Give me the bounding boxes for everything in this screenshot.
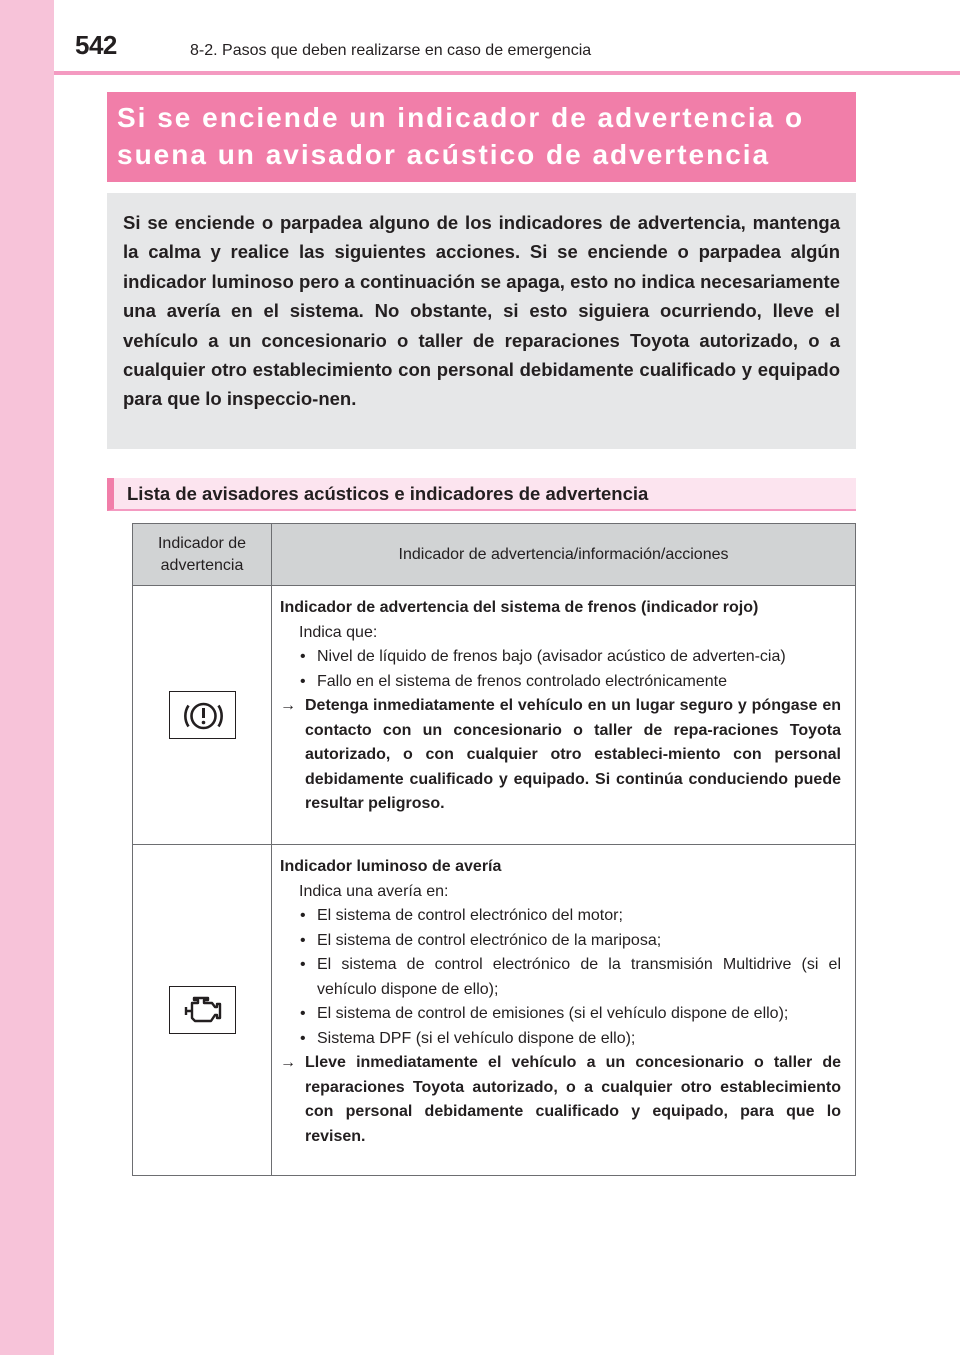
engine-malfunction-icon bbox=[169, 986, 236, 1034]
list-item: • El sistema de control electrónico de la transmisión Multidrive (si el vehículo dispone de ello); bbox=[280, 953, 841, 1002]
warning-lead: Indica que: bbox=[299, 623, 378, 641]
list-item: • El sistema de control electrónico del motor; bbox=[280, 904, 841, 929]
warning-table bbox=[132, 523, 856, 1176]
table-row bbox=[133, 586, 856, 845]
action-text: → Detenga inmediatamente el vehículo en un lugar seguro y póngase en contacto con un concesionario o taller de repa-raciones Toyota autorizado, o con cualquier otro estableci-miento con personal debidamente cualificado y equipado. Si continúa conduciendo puede resultar peligroso. bbox=[280, 694, 841, 817]
description-cell bbox=[272, 845, 856, 1176]
header-divider bbox=[54, 71, 960, 75]
subheading-text: Lista de avisadores acústicos e indicadores de advertencia bbox=[127, 483, 649, 504]
intro-text: Si se enciende o parpadea alguno de los indicadores de advertencia, mantenga la calma y realice las siguientes acciones. Si se enciende o parpadea algún indicador luminoso pero a continuación se apaga, esto no indica necesariamente una avería en el sistema. No obstante, si esto siguiera ocurriendo, lleve el vehículo a un concesionario o taller de reparaciones Toyota autorizado, o a cualquier otro establecimiento con personal debidamente cualificado y equipado para que lo inspeccio-nen. bbox=[123, 212, 840, 410]
list-item: • Sistema DPF (si el vehículo dispone de ello); bbox=[280, 1027, 841, 1052]
description-cell bbox=[272, 586, 856, 845]
title-line-1: Si se enciende un indicador de advertencia o bbox=[117, 102, 805, 133]
icon-cell bbox=[133, 845, 272, 1176]
brake-warning-icon bbox=[169, 691, 236, 739]
warning-title: Indicador de advertencia del sistema de frenos (indicador rojo) bbox=[280, 599, 759, 616]
side-color-band bbox=[0, 0, 54, 1355]
column-header-indicator: Indicador de advertencia bbox=[133, 524, 272, 586]
section-title: 8-2. Pasos que deben realizarse en caso de emergencia bbox=[190, 42, 592, 59]
list-item: • El sistema de control electrónico de la mariposa; bbox=[280, 929, 841, 954]
icon-cell bbox=[133, 586, 272, 845]
list-item: • Fallo en el sistema de frenos controlado electrónicamente bbox=[280, 670, 841, 695]
bullet-symbol: • bbox=[300, 931, 306, 949]
intro-box bbox=[107, 193, 856, 449]
page-title bbox=[107, 92, 856, 182]
arrow-icon: → bbox=[280, 697, 296, 714]
list-item: • Nivel de líquido de frenos bajo (avisador acústico de adverten-cia) bbox=[280, 645, 841, 670]
warning-title: Indicador luminoso de avería bbox=[280, 858, 502, 875]
page-number: 542 bbox=[75, 30, 117, 60]
title-line-2: suena un avisador acústico de advertencia bbox=[117, 139, 771, 170]
arrow-icon: → bbox=[280, 1054, 296, 1071]
column-header-info: Indicador de advertencia/información/acciones bbox=[272, 524, 856, 586]
bullet-symbol: • bbox=[300, 672, 306, 690]
list-item: • El sistema de control de emisiones (si el vehículo dispone de ello); bbox=[280, 1002, 841, 1027]
warning-lead: Indica una avería en: bbox=[299, 882, 449, 900]
bullet-symbol: • bbox=[300, 907, 306, 924]
bullet-symbol: • bbox=[300, 648, 306, 665]
table-row bbox=[133, 845, 856, 1176]
bullet-symbol: • bbox=[300, 1029, 306, 1047]
bullet-symbol: • bbox=[300, 956, 306, 973]
subheading bbox=[107, 478, 856, 511]
bullet-symbol: • bbox=[300, 1005, 306, 1022]
action-text: → Lleve inmediatamente el vehículo a un concesionario o taller de reparaciones Toyota autorizado, o a cualquier otro establecimiento con personal debidamente cualificado y equipado, para que lo revisen. bbox=[280, 1051, 841, 1149]
table-header-row bbox=[133, 524, 856, 586]
